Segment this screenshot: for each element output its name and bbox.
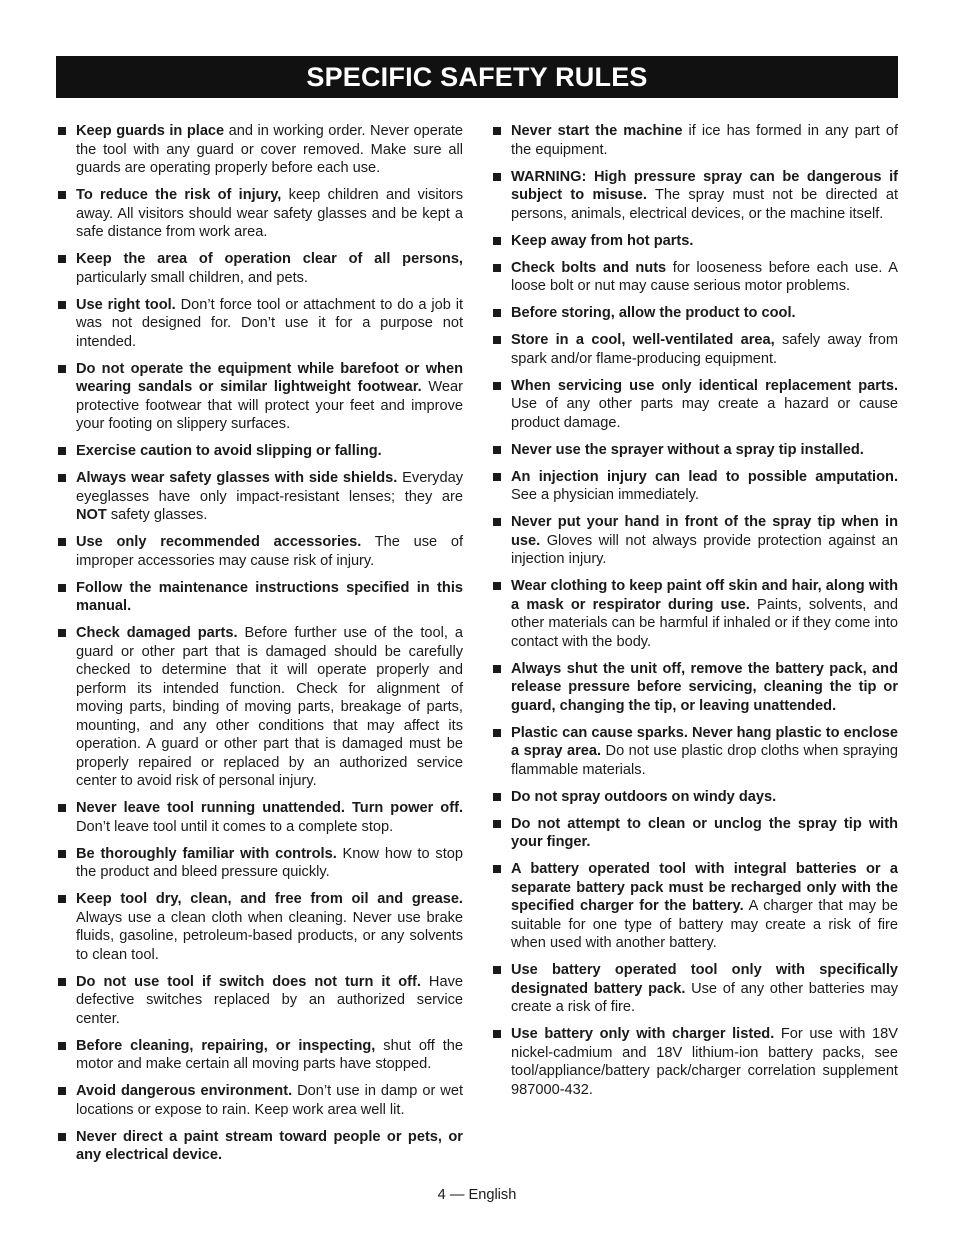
rule-bold-text: Avoid dangerous environment. (76, 1083, 293, 1099)
square-bullet-icon (58, 365, 66, 373)
rule-bold-text: NOT (76, 507, 107, 523)
rule-text: safely away from spark and/or flame-producing equipment. (511, 332, 898, 367)
square-bullet-icon (493, 237, 501, 245)
rule-text: Have defective switches replaced by an authorized service center. (76, 973, 463, 1027)
rule-bold-text: Never direct a paint stream toward people or pets, or any electrical device. (76, 1128, 463, 1163)
square-bullet-icon (58, 191, 66, 199)
rule-bold-text: Keep the area of operation clear of all persons, (76, 251, 463, 267)
rule-bold-text: Never put your hand in front of the spray tip when in use. (511, 514, 898, 549)
square-bullet-icon (58, 629, 66, 637)
square-bullet-icon (493, 793, 501, 801)
rule-text: keep children and visitors away. All visitors should wear safety glasses and be kept a safe distance from work area. (76, 187, 463, 240)
square-bullet-icon (58, 447, 66, 455)
safety-rule (57, 533, 463, 570)
safety-rule (492, 304, 898, 323)
square-bullet-icon (493, 173, 501, 181)
safety-rule (57, 845, 463, 882)
rule-bold-text: Check damaged parts. (76, 625, 238, 641)
rule-bold-text: Follow the maintenance instructions specified in this manual. (76, 579, 463, 614)
rule-text: For use with 18V nickel-cadmium and 18V lithium-ion battery packs, see tool/appliance/battery pack/charger correlation supplement 987000-432. (511, 1026, 898, 1098)
square-bullet-icon (58, 1087, 66, 1095)
rule-bold-text: Do not operate the equipment while barefoot or when wearing sandals or similar lightweight footwear. (76, 360, 463, 395)
rule-bold-text: Never leave tool running unattended. Turn power off. (76, 800, 463, 816)
safety-rule (57, 1082, 463, 1119)
rule-bold-text: Use battery operated tool only with specifically designated battery pack. (511, 962, 898, 997)
square-bullet-icon (58, 895, 66, 903)
square-bullet-icon (58, 1042, 66, 1050)
rule-bold-text: Store in a cool, well-ventilated area, (511, 332, 775, 348)
rule-bold-text: Wear clothing to keep paint off skin and hair, along with a mask or respirator during use. (511, 578, 898, 613)
rule-bold-text: Plastic can cause sparks. Never hang plastic to enclose a spray area. (511, 724, 898, 759)
safety-rule (57, 973, 463, 1029)
rule-text: See a physician immediately. (511, 487, 699, 503)
square-bullet-icon (493, 309, 501, 317)
safety-rule (57, 360, 463, 434)
safety-rule (492, 1025, 898, 1099)
square-bullet-icon (58, 127, 66, 135)
rule-text: Gloves will not always provide protection against an injection injury. (511, 532, 898, 567)
rule-bold-text: When servicing use only identical replacement parts. (511, 377, 898, 394)
page-footer: 4 — English (437, 1187, 517, 1203)
rule-text: Wear protective footwear that will protect your feet and improve your footing on slippery surfaces. (76, 379, 463, 432)
square-bullet-icon (493, 1030, 501, 1038)
rule-text: Don’t leave tool until it comes to a complete stop. (76, 818, 394, 835)
safety-rule (57, 442, 463, 461)
square-bullet-icon (493, 264, 501, 272)
rule-text: if ice has formed in any part of the equipment. (511, 123, 899, 158)
safety-rule (57, 296, 463, 352)
safety-rule (492, 660, 898, 716)
rule-text: The spray must not be directed at persons, animals, electrical devices, or the machine itself. (511, 187, 899, 222)
safety-rule (492, 232, 898, 251)
square-bullet-icon (58, 255, 66, 263)
square-bullet-icon (58, 850, 66, 858)
rule-bold-text: Exercise caution to avoid slipping or falling. (76, 443, 382, 459)
safety-rule (57, 799, 463, 836)
safety-rule (57, 1037, 463, 1074)
rule-bold-text: WARNING: High pressure spray can be dangerous if subject to misuse. (511, 168, 898, 203)
rule-text: The use of improper accessories may cause risk of injury. (76, 534, 464, 569)
left-column (57, 122, 463, 1173)
rule-bold-text: Never start the machine (511, 123, 683, 139)
rule-bold-text: Before cleaning, repairing, or inspecting, (76, 1037, 376, 1054)
safety-rule (492, 724, 898, 780)
rule-text: Don’t use in damp or wet locations or expose to rain. Keep work area well lit. (76, 1083, 463, 1118)
rule-bold-text: Always shut the unit off, remove the battery pack, and release pressure before servicing, cleaning the tip or guard, changing the tip, or leaving unattended. (511, 660, 898, 714)
square-bullet-icon (58, 1133, 66, 1141)
safety-rule (57, 250, 463, 287)
safety-rule (492, 331, 898, 368)
square-bullet-icon (493, 336, 501, 344)
rule-text: particularly small children, and pets. (76, 269, 308, 286)
safety-rule (492, 259, 898, 296)
safety-rule (57, 1128, 463, 1165)
square-bullet-icon (493, 820, 501, 828)
square-bullet-icon (493, 446, 501, 454)
rule-text: Always use a clean cloth when cleaning. Never use brake fluids, gasoline, petroleum-based products, or any solvents to clean tool. (76, 909, 463, 963)
rule-bold-text: Use battery only with charger listed. (511, 1026, 775, 1042)
square-bullet-icon (493, 665, 501, 673)
rule-text: Use of any other batteries may create a risk of fire. (511, 980, 898, 1015)
safety-rule (57, 624, 463, 791)
rule-bold-text: Keep tool dry, clean, and free from oil and grease. (76, 891, 463, 907)
rule-bold-text: Before storing, allow the product to cool. (511, 305, 796, 321)
rule-text: Do not use plastic drop cloths when spraying flammable materials. (511, 743, 898, 778)
rule-bold-text: Use right tool. (76, 296, 176, 313)
rule-bold-text: Check bolts and nuts (511, 259, 667, 276)
square-bullet-icon (58, 301, 66, 309)
square-bullet-icon (493, 582, 501, 590)
rule-text: shut off the motor and make certain all moving parts have stopped. (76, 1037, 464, 1072)
safety-rule (492, 961, 898, 1017)
safety-rule (492, 513, 898, 569)
square-bullet-icon (493, 966, 501, 974)
safety-rule (57, 469, 463, 525)
rule-bold-text: Do not use tool if switch does not turn it off. (76, 973, 421, 990)
rule-bold-text: Never use the sprayer without a spray tip installed. (511, 441, 864, 458)
safety-rule (492, 441, 898, 460)
square-bullet-icon (58, 538, 66, 546)
rule-bold-text: Always wear safety glasses with side shields. (76, 470, 398, 486)
rule-text: Before further use of the tool, a guard or other part that is damaged should be carefully checked to determine that it will operate properly and perform its intended function. Check for alignment of moving parts, binding of moving parts, breakage of parts, mounting, and any other conditions that may affect its operation. A guard or other part that is damaged must be properly repaired or replaced by an authorized service center to avoid risk of personal injury. (76, 625, 463, 789)
rule-bold-text: Use only recommended accessories. (76, 534, 362, 550)
rule-bold-text: Do not spray outdoors on windy days. (511, 788, 777, 805)
safety-rule (492, 377, 898, 433)
square-bullet-icon (58, 584, 66, 592)
rule-text: Paints, solvents, and other materials can be harmful if inhaled or if they come into contact with the body. (511, 596, 898, 650)
rule-text: Don’t force tool or attachment to do a job it was not designed for. Don’t use it for a purpose not intended. (76, 296, 463, 350)
rule-text: and in working order. Never operate the tool with any guard or cover removed. Make sure all guards are operating properly before each use. (76, 123, 463, 176)
safety-rule (57, 579, 463, 616)
safety-rule (492, 168, 898, 224)
rule-text: Use of any other parts may create a hazard or cause product damage. (511, 396, 898, 431)
safety-rule (492, 122, 898, 159)
safety-rule (57, 122, 463, 178)
safety-rule (492, 815, 898, 852)
page-title: SPECIFIC SAFETY RULES (306, 61, 648, 92)
right-column (492, 122, 898, 1108)
square-bullet-icon (58, 978, 66, 986)
safety-rule (492, 468, 898, 505)
rule-text: safety glasses. (106, 507, 208, 523)
safety-rule (492, 860, 898, 953)
rule-bold-text: Keep guards in place (76, 123, 225, 139)
square-bullet-icon (493, 382, 501, 390)
safety-rule (57, 186, 463, 242)
square-bullet-icon (493, 473, 501, 481)
rule-bold-text: Keep away from hot parts. (511, 232, 694, 249)
safety-rule (492, 788, 898, 807)
square-bullet-icon (58, 804, 66, 812)
rule-bold-text: A battery operated tool with integral batteries or a separate battery pack must be recharged only with the specified charger for the battery. (511, 861, 898, 914)
rule-bold-text: Be thoroughly familiar with controls. (76, 845, 337, 862)
square-bullet-icon (493, 518, 501, 526)
rule-bold-text: Do not attempt to clean or unclog the spray tip with your finger. (511, 815, 898, 850)
safety-rule (57, 890, 463, 964)
section-title-bar (56, 56, 898, 98)
rule-bold-text: An injection injury can lead to possible amputation. (511, 468, 898, 485)
rule-text: A charger that may be suitable for one type of battery may create a risk of fire when used with another battery. (511, 898, 898, 951)
square-bullet-icon (493, 127, 501, 135)
rule-text: Know how to stop the product and bleed pressure quickly. (76, 845, 463, 880)
rule-bold-text: To reduce the risk of injury, (76, 187, 282, 203)
square-bullet-icon (493, 729, 501, 737)
rule-text: Everyday eyeglasses have only impact-resistant lenses; they are (76, 470, 463, 505)
safety-rule (492, 577, 898, 651)
rule-text: for looseness before each use. A loose bolt or nut may cause serious motor problems. (511, 259, 898, 294)
square-bullet-icon (58, 474, 66, 482)
square-bullet-icon (493, 865, 501, 873)
